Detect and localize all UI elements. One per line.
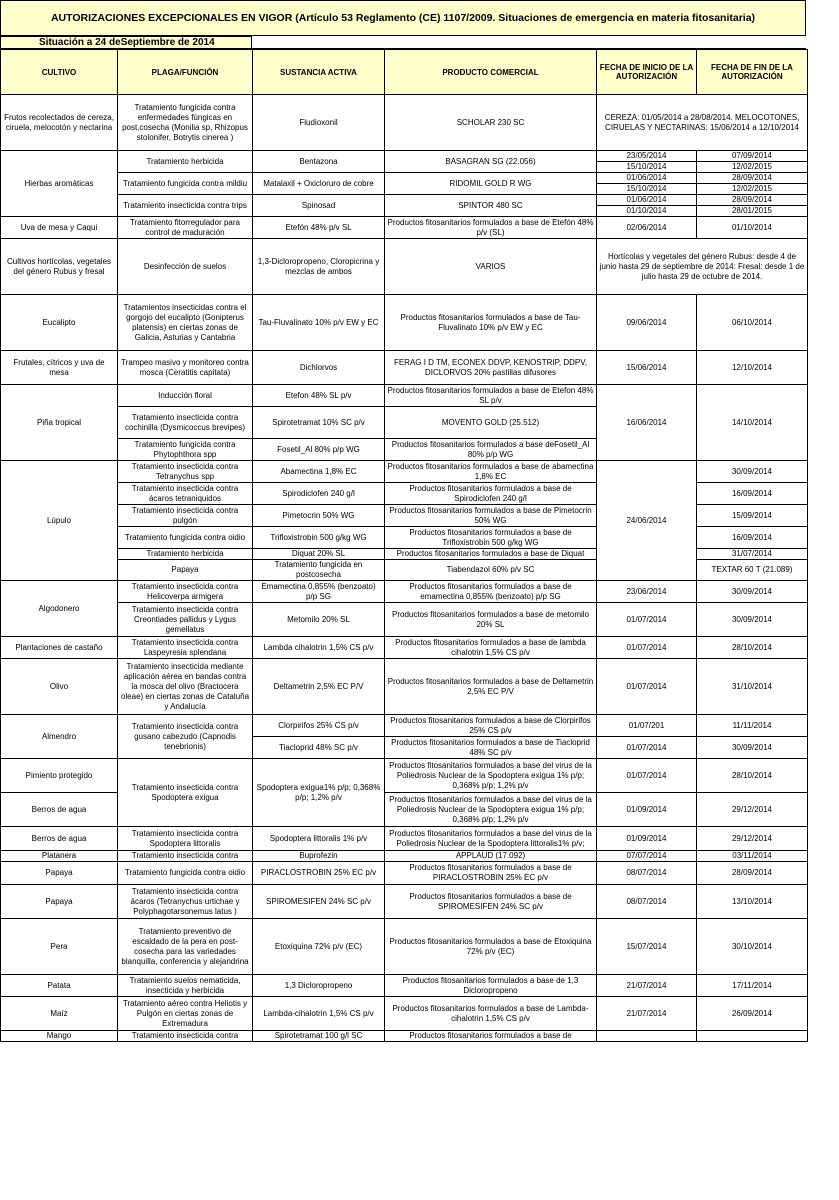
table-cell: Platanera: [1, 851, 118, 862]
table-cell: CEREZA: 01/05/2014 a 28/08/2014. MELOCOTONES, CIRUELAS Y NECTARINAS: 15/06/2014 a 12/10/2014: [597, 95, 808, 151]
table-cell: Spodoptera littoralis 1% p/v: [253, 827, 385, 851]
table-cell: 01/10/2014: [597, 206, 697, 217]
table-cell: Piña tropical: [1, 385, 118, 461]
table-cell: Tratamiento fungicida contra mildiu: [118, 173, 253, 195]
table-cell: Diquat 20% SL: [253, 549, 385, 560]
table-cell: Tratamiento fungicida contra oidio: [118, 527, 253, 549]
table-cell: 08/07/2014: [597, 885, 697, 919]
table-row: [1, 759, 808, 793]
table-cell: 01/06/2014: [597, 173, 697, 184]
table-cell: 01/07/2014: [597, 759, 697, 793]
table-cell: 30/09/2014: [697, 581, 808, 603]
table-cell: Tau-Fluvalinato 10% p/v EW y EC: [253, 295, 385, 351]
table-cell: APPLAUD (17.092): [385, 851, 597, 862]
table-cell: 15/10/2014: [597, 162, 697, 173]
table-cell: 06/10/2014: [697, 295, 808, 351]
table-row: [1, 461, 808, 483]
table-cell: Cultivos hortícolas, vegetales del género Rubus y fresal: [1, 239, 118, 295]
table-cell: Hortícolas y vegetales del género Rubus: desde 4 de junio hasta 29 de septiembre de 2014: Fresal: desde 1 de julio hasta 29 de octubre de 2014.: [597, 239, 808, 295]
table-cell: Tratamiento insecticida contra Tetranychus spp: [118, 461, 253, 483]
table-cell: 15/10/2014: [597, 184, 697, 195]
table-cell: Tratamiento insecticida contra Laspeyresia splendana: [118, 637, 253, 659]
table-row: [1, 827, 808, 851]
table-cell: Tratamiento insecticida contra Creontiades pallidus y Lygus gemellatus: [118, 603, 253, 637]
table-cell: 24/06/2014: [597, 461, 697, 581]
table-cell: Productos fitosanitarios formulados a base deFosetil_Al 80% p/p WG: [385, 439, 597, 461]
table-row: [1, 1031, 808, 1042]
table-cell: 17/11/2014: [697, 975, 808, 997]
table-cell: Productos fitosanitarios formulados a base de Tau-Fluvalinato 10% p/v EW y EC: [385, 295, 597, 351]
table-cell: 16/09/2014: [697, 527, 808, 549]
table-cell: Fludioxonil: [253, 95, 385, 151]
table-cell: Tratamiento herbicida: [118, 151, 253, 173]
table-cell: Productos fitosanitarios formulados a base de SPIROMESIFEN 24% SC p/v: [385, 885, 597, 919]
table-cell: 07/09/2014: [697, 151, 808, 162]
table-cell: Tratamiento fungicida contra oidio: [118, 862, 253, 885]
table-cell: Productos fitosanitarios formulados a base de Etefón 48% p/v (SL): [385, 217, 597, 239]
table-cell: Etefón 48% p/v SL: [253, 217, 385, 239]
table-row: [1, 715, 808, 737]
table-row: [1, 217, 808, 239]
table-cell: VARIOS: [385, 239, 597, 295]
table-cell: Tratamiento fitorregulador para control de maduración: [118, 217, 253, 239]
table-cell: Bentazona: [253, 151, 385, 173]
table-cell: Plantaciones de castaño: [1, 637, 118, 659]
table-cell: 11/11/2014: [697, 715, 808, 737]
table-cell: SCHOLAR 230 SC: [385, 95, 597, 151]
document-title: AUTORIZACIONES EXCEPCIONALES EN VIGOR (Artículo 53 Reglamento (CE) 1107/2009. Situaciones de emergencia en materia fitosanitaria): [0, 0, 806, 36]
table-cell: Trifloxistrobin 500 g/kg WG: [253, 527, 385, 549]
table-cell: Patata: [1, 975, 118, 997]
table-cell: 1,3 Dicloropropeno: [253, 975, 385, 997]
table-cell: 28/10/2014: [697, 759, 808, 793]
table-cell: Berros de agua: [1, 793, 118, 827]
table-cell: Spodoptera exigua1% p/p; 0,368% p/p; 1,2% p/v: [253, 759, 385, 827]
table-cell: Papaya: [118, 560, 253, 581]
table-cell: 29/12/2014: [697, 827, 808, 851]
table-row: [1, 351, 808, 385]
table-cell: 16/06/2014: [597, 385, 697, 461]
table-cell: 01/07/201: [597, 715, 697, 737]
table-cell: 15/07/2014: [597, 919, 697, 975]
table-cell: Tratamiento insecticida contra Helicoverpa armigera: [118, 581, 253, 603]
table-cell: Tratamiento insecticida contra ácaros tetraniquidos: [118, 483, 253, 505]
table-cell: 03/11/2014: [697, 851, 808, 862]
table-cell: Buprofezin: [253, 851, 385, 862]
table-cell: RIDOMIL GOLD R WG: [385, 173, 597, 195]
table-cell: Metomilo 20% SL: [253, 603, 385, 637]
table-cell: Desinfección de suelos: [118, 239, 253, 295]
table-cell: Pimiento protegido: [1, 759, 118, 793]
table-cell: Tiacloprid 48% SC p/v: [253, 737, 385, 759]
table-cell: Almendro: [1, 715, 118, 759]
table-cell: Productos fitosanitarios formulados a base de Etoxiquina 72% p/v (EC): [385, 919, 597, 975]
table-cell: Tratamientos insecticidas contra el gorgojo del eucalipto (Gonipterus platensis) en ciertas zonas de Galicia, Asturias y Cantabria: [118, 295, 253, 351]
table-cell: Productos fitosanitarios formulados a base de Diquat: [385, 549, 597, 560]
table-cell: Tratamiento insecticida contra: [118, 851, 253, 862]
table-cell: Spirotetramat 100 g/l SC: [253, 1031, 385, 1042]
table-cell: 23/05/2014: [597, 151, 697, 162]
table-row: [1, 975, 808, 997]
table-cell: Etoxiquina 72% p/v (EC): [253, 919, 385, 975]
table-cell: 30/10/2014: [697, 919, 808, 975]
situation-date: Situación a 24 deSeptiembre de 2014: [0, 36, 252, 49]
table-cell: 23/06/2014: [597, 581, 697, 603]
table-cell: Pera: [1, 919, 118, 975]
table-cell: Algodonero: [1, 581, 118, 637]
table-cell: Tratamiento herbicida: [118, 549, 253, 560]
table-cell: Productos fitosanitarios formulados a base de Etefon 48% SL p/v: [385, 385, 597, 407]
table-cell: Productos fitosanitarios formulados a base de abamectina 1,8% EC: [385, 461, 597, 483]
table-cell: Berros de agua: [1, 827, 118, 851]
table-cell: 02/06/2014: [597, 217, 697, 239]
table-cell: 31/07/2014: [697, 549, 808, 560]
table-cell: Tratamiento insecticida contra gusano cabezudo (Capnodis tenebrionis): [118, 715, 253, 759]
table-cell: 30/09/2014: [697, 461, 808, 483]
table-cell: Productos fitosanitarios formulados a base de emamectina 0,855% (benzoato) p/p SG: [385, 581, 597, 603]
authorizations-table: [0, 49, 808, 1042]
table-cell: Etefon 48% SL p/v: [253, 385, 385, 407]
table-row: [1, 885, 808, 919]
table-row: [1, 195, 808, 206]
table-row: [1, 851, 808, 862]
header-row: [1, 50, 808, 95]
table-cell: 01/06/2014: [597, 195, 697, 206]
header-fecha-fin: FECHA DE FIN DE LA AUTORIZACIÓN: [697, 50, 808, 95]
header-fecha-inicio: FECHA DE INICIO DE LA AUTORIZACIÓN: [597, 50, 697, 95]
table-cell: 12/10/2014: [697, 351, 808, 385]
table-cell: 01/07/2014: [597, 737, 697, 759]
header-sustancia: SUSTANCIA ACTIVA: [253, 50, 385, 95]
table-cell: Matalaxil + Oxicloruro de cobre: [253, 173, 385, 195]
table-cell: Maíz: [1, 997, 118, 1031]
table-cell: Tratamiento insecticida mediante aplicación aérea en bandas contra la mosca del olivo (Bractocera oleae) en ciertas zonas de Cataluña y Andalucía: [118, 659, 253, 715]
table-cell: Tratamiento insecticida contra pulgón: [118, 505, 253, 527]
table-cell: Emamectina 0,855% (benzoato) p/p SG: [253, 581, 385, 603]
table-row: [1, 997, 808, 1031]
table-cell: Tratamiento insecticida contra ácaros (Tetranychus urtichae y Polyphagotarsonemus latus ): [118, 885, 253, 919]
table-cell: 28/01/2015: [697, 206, 808, 217]
table-cell: BASAGRAN SG (22.056): [385, 151, 597, 173]
table-cell: [597, 1031, 697, 1042]
table-cell: Productos fitosanitarios formulados a base de Lambda-cihalotrin 1,5% CS p/v: [385, 997, 597, 1031]
table-cell: Tratamiento fungicida en postcosecha: [253, 560, 385, 581]
table-cell: 01/07/2014: [597, 603, 697, 637]
table-cell: 13/10/2014: [697, 885, 808, 919]
table-row: [1, 581, 808, 603]
table-cell: 30/09/2014: [697, 603, 808, 637]
table-cell: 28/09/2014: [697, 862, 808, 885]
table-cell: Productos fitosanitarios formulados a base de 1,3 Dicloropropeno: [385, 975, 597, 997]
table-cell: Fosetil_Al 80% p/p WG: [253, 439, 385, 461]
table-row: [1, 385, 808, 407]
table-cell: Dichlorvos: [253, 351, 385, 385]
table-cell: Hierbas aromáticas: [1, 151, 118, 217]
table-cell: 01/10/2014: [697, 217, 808, 239]
table-cell: Tratamiento insecticida contra Spodoptera littoralis: [118, 827, 253, 851]
table-cell: 15/06/2014: [597, 351, 697, 385]
table-cell: Productos fitosanitarios formulados a base de lambda cihalotrin 1,5% CS p/v: [385, 637, 597, 659]
table-cell: Productos fitosanitarios formulados a base de Clorpirifos 25% CS p/v: [385, 715, 597, 737]
table-cell: Clorpirifos 25% CS p/v: [253, 715, 385, 737]
table-cell: 08/07/2014: [597, 862, 697, 885]
table-row: [1, 603, 808, 637]
table-cell: Productos fitosanitarios formulados a base de Trifloxistrobin 500 g/kg WG: [385, 527, 597, 549]
table-row: [1, 295, 808, 351]
table-cell: SPIROMESIFEN 24% SC p/v: [253, 885, 385, 919]
table-cell: Spinosad: [253, 195, 385, 217]
table-cell: Tratamiento insecticida contra cochinilla (Dysmicoccus brevipes): [118, 407, 253, 439]
table-cell: Tratamiento insecticida contra Spodoptera exigua: [118, 759, 253, 827]
table-row: [1, 637, 808, 659]
table-cell: Uva de mesa y Caqui: [1, 217, 118, 239]
table-cell: Productos fitosanitarios formulados a base de Tiacloprid 48% SC p/v: [385, 737, 597, 759]
table-cell: 12/02/2015: [697, 162, 808, 173]
table-cell: MOVENTO GOLD (25.512): [385, 407, 597, 439]
table-cell: Tratamiento insecticida contra trips: [118, 195, 253, 217]
table-cell: Frutales, cítricos y uva de mesa: [1, 351, 118, 385]
table-cell: SPINTOR 480 SC: [385, 195, 597, 217]
table-cell: 01/07/2014: [597, 637, 697, 659]
table-cell: Tratamiento fungicida contra Phytophthora spp: [118, 439, 253, 461]
header-plaga: PLAGA/FUNCIÓN: [118, 50, 253, 95]
table-cell: 31/10/2014: [697, 659, 808, 715]
table-cell: Mango: [1, 1031, 118, 1042]
table-cell: 29/12/2014: [697, 793, 808, 827]
table-cell: 01/09/2014: [597, 827, 697, 851]
table-cell: Productos fitosanitarios formulados a base de Pimetocrin 50% WG: [385, 505, 597, 527]
table-cell: Abamectina 1,8% EC: [253, 461, 385, 483]
table-cell: FERAG I D TM, ECONEX DDVP, KENOSTRIP, DDPV, DICLORVOS 20% pastillas difusores: [385, 351, 597, 385]
table-cell: Lúpulo: [1, 461, 118, 581]
table-cell: 28/10/2014: [697, 637, 808, 659]
table-cell: Papaya: [1, 862, 118, 885]
table-cell: 09/06/2014: [597, 295, 697, 351]
table-row: [1, 919, 808, 975]
table-cell: Productos fitosanitarios formulados a base de Spirodiclofen 240 g/l: [385, 483, 597, 505]
table-cell: TEXTAR 60 T (21.089): [697, 560, 808, 581]
table-cell: Productos fitosanitarios formulados a base del virus de la Poliedrosis Nuclear de la Spodoptera exigua 1% p/p; 0,368% p/p; 1,2% p/v: [385, 793, 597, 827]
table-cell: Lambda-cihalotrin 1,5% CS p/v: [253, 997, 385, 1031]
table-cell: Tratamiento insecticida contra: [118, 1031, 253, 1042]
table-cell: Inducción floral: [118, 385, 253, 407]
table-cell: Productos fitosanitarios formulados a base del virus de la Poliedrosis Nuclear de la Spodoptera littoralis1% p/v;: [385, 827, 597, 851]
table-cell: 16/09/2014: [697, 483, 808, 505]
table-cell: [697, 1031, 808, 1042]
table-cell: 01/07/2014: [597, 659, 697, 715]
table-row: [1, 239, 808, 295]
table-cell: 28/09/2014: [697, 173, 808, 184]
table-cell: Trampeo masivo y monitoreo contra mosca (Ceratitis capitata): [118, 351, 253, 385]
table-cell: 14/10/2014: [697, 385, 808, 461]
table-cell: Productos fitosanitarios formulados a base de Deltametrin 2,5% EC P/V: [385, 659, 597, 715]
table-cell: 28/09/2014: [697, 195, 808, 206]
table-cell: Lambda cihalotrin 1,5% CS p/v: [253, 637, 385, 659]
table-cell: Spirotetramat 10% SC p/v: [253, 407, 385, 439]
table-cell: Productos fitosanitarios formulados a base de: [385, 1031, 597, 1042]
table-cell: 1,3-Dicloropropeno, Cloropicrina y mezclas de ambos: [253, 239, 385, 295]
table-cell: Eucalipto: [1, 295, 118, 351]
table-cell: Productos fitosanitarios formulados a base de PIRACLOSTROBIN 25% EC p/v: [385, 862, 597, 885]
table-cell: Papaya: [1, 885, 118, 919]
header-producto: PRODUCTO COMERCIAL: [385, 50, 597, 95]
table-cell: Deltametrin 2,5% EC P/V: [253, 659, 385, 715]
table-cell: PIRACLOSTROBIN 25% EC p/v: [253, 862, 385, 885]
table-row: [1, 151, 808, 162]
table-row: [1, 95, 808, 151]
header-cultivo: CULTIVO: [1, 50, 118, 95]
table-cell: Productos fitosanitarios formulados a base del virus de la Poliedrosis Nuclear de la Spodoptera exigua 1% p/p; 0,368% p/p; 1,2% p/v: [385, 759, 597, 793]
table-row: [1, 862, 808, 885]
table-cell: Tratamiento fungicida contra enfermedades fúngicas en post.cosecha (Monilia sp, Rhizopus stolonifer, Botrytis cinerea ): [118, 95, 253, 151]
table-cell: Tratamiento aéreo contra Heliotis y Pulgón en ciertas zonas de Extremadura: [118, 997, 253, 1031]
table-cell: Spirodiclofen 240 g/l: [253, 483, 385, 505]
table-cell: 26/09/2014: [697, 997, 808, 1031]
table-cell: 12/02/2015: [697, 184, 808, 195]
table-cell: 07/07/2014: [597, 851, 697, 862]
table-cell: 21/07/2014: [597, 975, 697, 997]
table-cell: Tratamiento preventivo de escaldado de la pera en post-cosecha para las variedades blanquilla, conferencia y alejandrina: [118, 919, 253, 975]
table-cell: Tiabendazol 60% p/v SC: [385, 560, 597, 581]
table-row: [1, 659, 808, 715]
table-cell: Pimetocrin 50% WG: [253, 505, 385, 527]
table-cell: Frutos recolectados de cereza, ciruela, melocotón y nectarina: [1, 95, 118, 151]
table-cell: 15/09/2014: [697, 505, 808, 527]
table-cell: 21/07/2014: [597, 997, 697, 1031]
table-cell: Tratamiento suelos nematicida, insecticida y herbicida: [118, 975, 253, 997]
table-cell: Olivo: [1, 659, 118, 715]
table-row: [1, 173, 808, 184]
table-cell: 30/09/2014: [697, 737, 808, 759]
table-cell: 01/09/2014: [597, 793, 697, 827]
table-cell: Productos fitosanitarios formulados a base de metomilo 20% SL: [385, 603, 597, 637]
